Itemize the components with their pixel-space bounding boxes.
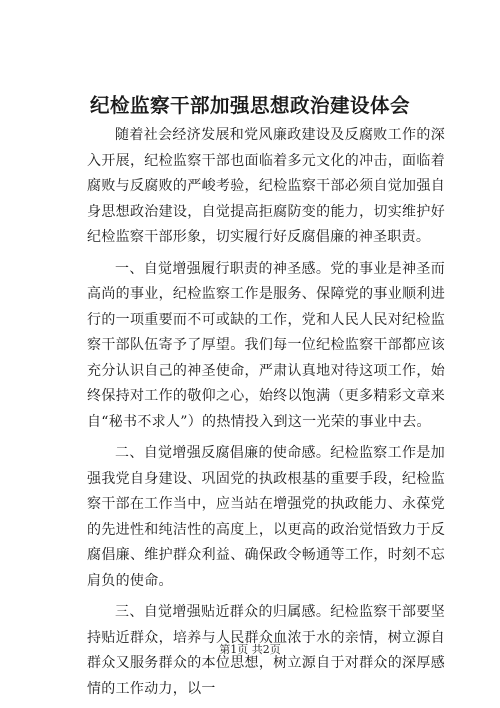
paragraph-section-2: 二、自觉增强反腐倡廉的使命感。纪检监察工作是加强我党自身建设、巩固党的执政根基的重要手段，纪检监察干部在工作当中，应当站在增强党的执政能力、永葆党的先进性和纯洁性的高度上，以更高的政治觉悟致力于反腐倡廉、维护群众利益、确保政令畅通等工作，时刻不忘肩负的使命。 bbox=[87, 445, 445, 589]
paragraph-section-1: 一、自觉增强履行职责的神圣感。党的事业是神圣而高尚的事业，纪检监察工作是服务、保障党的事业顺利进行的一项重要而不可或缺的工作，党和人民人民对纪检监察干部队伍寄予了厚望。我们每一位纪检监察干部都应该充分认识自己的神圣使命，严肃认真地对待这项工作，始终保持对工作的敬仰之心，始终以饱满（更多精彩文章来自“秘书不求人”）的热情投入到这一光荣的事业中去。 bbox=[87, 260, 445, 430]
paragraph-intro: 随着社会经济发展和党风廉政建设及反腐败工作的深入开展，纪检监察干部也面临着多元文化的冲击，面临着腐败与反腐败的严峻考验，纪检监察干部必须自觉加强自身思想政治建设，自觉提高拒腐防变的能力，切实维护好纪检监察干部形象，切实履行好反腐倡廉的神圣职责。 bbox=[87, 127, 445, 245]
page-number-footer: 第1页 共2页 bbox=[219, 643, 281, 656]
paragraph-section-3: 三、自觉增强贴近群众的归属感。纪检监察干部要坚持贴近群众，培养与人民群众血浓于水的亲情，树立源自群众又服务群众的本位思想，树立源自于对群众的深厚感情的工作动力，以一 bbox=[87, 604, 445, 697]
document-title: 纪检监察干部加强思想政治建设体会 bbox=[89, 94, 410, 117]
document-body bbox=[87, 123, 445, 708]
